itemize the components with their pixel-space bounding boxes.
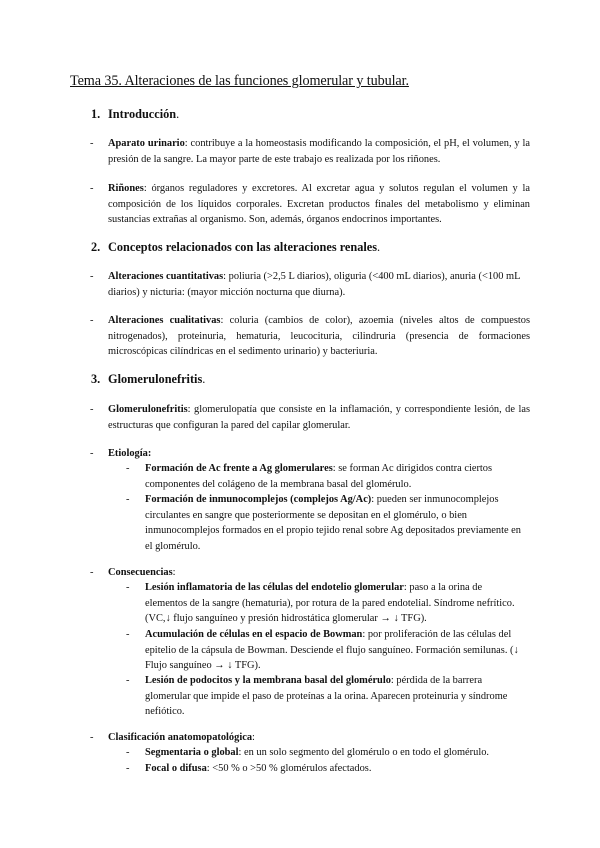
sub-item-lesion-podocitos: [126, 673, 526, 720]
term-label: Etiología:: [108, 448, 152, 459]
term-definition: :: [172, 567, 176, 578]
term-label: Glomerulonefritis: [108, 404, 188, 415]
bullet-dash: -: [126, 747, 130, 758]
bullet-dash: -: [90, 138, 94, 149]
term-definition: : <50 % o >50 % glomérulos afectados.: [206, 763, 372, 774]
bullet-dash: -: [126, 463, 130, 474]
term-definition: : pueden ser inmunocomplejos circulantes en sangre que posteriormente se depositan en el glomérulo, o bien inmunocomplejos formados en el propio tejido renal sobre Ag depositados previamente en el glomérulo.: [145, 494, 521, 552]
bullet-dash: -: [90, 567, 94, 578]
list-item-clasificacion: [90, 730, 530, 746]
term-label: Formación de inmunocomplejos (complejos Ag/Ac): [145, 494, 372, 505]
term-definition: :: [252, 732, 255, 743]
bullet-dash: -: [90, 732, 94, 743]
bullet-dash: -: [126, 494, 130, 505]
bullet-dash: -: [126, 675, 130, 686]
sub-item-acumulacion-bowman: [126, 627, 526, 674]
term-definition: : glomerulopatía que consiste en la inflamación, y correspondiente lesión, de las estructuras que configuran la pared del capilar glomerular.: [108, 404, 530, 431]
term-label: Formación de Ac frente a Ag glomerulares: [145, 463, 333, 474]
term-definition: : órganos reguladores y excretores. Al excretar agua y solutos regulan el volumen y la composición de los líquidos corporales. Excretan productos finales del metabolismo y eliminan sustancias extrañas al organismo. Son, además, órganos endocrinos importantes.: [108, 183, 530, 225]
bullet-dash: -: [126, 629, 130, 640]
bullet-dash: -: [90, 315, 94, 326]
bullet-dash: -: [90, 183, 94, 194]
section-number: 1.: [91, 107, 101, 121]
page-title: Tema 35. Alteraciones de las funciones glomerular y tubular.: [70, 73, 409, 89]
section-heading-glomerulonefritis: [91, 372, 205, 387]
section-heading-introduccion: [91, 107, 179, 122]
term-label: Alteraciones cualitativas: [108, 315, 221, 326]
term-definition: : coluria (cambios de color), azoemia (niveles altos de compuestos nitrogenados), proteinuria, hematuria, leucocituria, cilindruria (presencia de formaciones microscópicas cilíndricas en el sedimento urinario) y bacteriuria.: [108, 315, 530, 357]
list-item-alteraciones-cuantitativas: [90, 269, 530, 300]
section-number: 2.: [91, 240, 101, 254]
term-label: Consecuencias: [108, 567, 173, 578]
list-item-etiologia: [90, 446, 530, 462]
list-item-glomerulonefritis: [90, 402, 530, 433]
term-label: Acumulación de células en el espacio de Bowman: [145, 629, 363, 640]
term-label: Riñones: [108, 183, 144, 194]
sub-item-focal-difusa: [126, 761, 526, 777]
bullet-dash: -: [90, 271, 94, 282]
section-title: Introducción: [108, 107, 177, 121]
section-trailing-dot: .: [202, 372, 206, 386]
term-definition: : contribuye a la homeostasis modificando la composición, el pH, el volumen, y la presión de la sangre. La mayor parte de este trabajo es realizada por los riñones.: [108, 138, 530, 165]
term-label: Focal o difusa: [145, 763, 207, 774]
section-title: Glomerulonefritis: [108, 372, 203, 386]
term-definition: : paso a la orina de elementos de la sangre (hematuria), por rotura de la pared endotelial. Síndrome nefrítico. (VC,↓ flujo sanguíneo y presión hidrostática glomerular → ↓ TFG).: [145, 582, 515, 624]
bullet-dash: -: [90, 404, 94, 415]
term-label: Lesión de podocitos y la membrana basal del glomérulo: [145, 675, 391, 686]
list-item-alteraciones-cualitativas: [90, 313, 530, 360]
term-label: Segmentaria o global: [145, 747, 239, 758]
term-label: Alteraciones cuantitativas: [108, 271, 224, 282]
sub-item-lesion-endotelio: [126, 580, 526, 627]
list-item-rinones: [90, 181, 530, 228]
section-heading-conceptos: [91, 240, 380, 255]
term-definition: : poliuria (>2,5 L diarios), oliguria (<400 mL diarios), anuria (<100 mL diarios) y nicturia: (mayor micción nocturna que diurna).: [108, 271, 521, 298]
term-label: Aparato urinario: [108, 138, 185, 149]
list-item-consecuencias: [90, 565, 530, 581]
bullet-dash: -: [126, 582, 130, 593]
term-definition: : en un solo segmento del glomérulo o en todo el glomérulo.: [238, 747, 490, 758]
section-trailing-dot: .: [176, 107, 180, 121]
sub-item-inmunocomplejos: [126, 492, 526, 554]
bullet-dash: -: [126, 763, 130, 774]
section-trailing-dot: .: [377, 240, 381, 254]
term-definition: : se forman Ac dirigidos contra ciertos componentes del colágeno de la membrana basal del glomérulo.: [145, 463, 493, 490]
section-title: Conceptos relacionados con las alteraciones renales: [108, 240, 378, 254]
list-item-aparato-urinario: [90, 136, 530, 167]
term-definition: : pérdida de la barrera glomerular que impide el paso de proteínas a la orina. Aparecen proteinuria y síndrome nefiótico.: [145, 675, 508, 717]
term-definition: : por proliferación de las células del epitelio de la cápsula de Bowman. Desciende el flujo sanguíneo. Formación semilunas. (↓ Flujo sanguíneo → ↓ TFG).: [145, 629, 519, 671]
term-label: Clasificación anatomopatológica: [108, 732, 253, 743]
sub-item-formacion-ac: [126, 461, 526, 492]
sub-item-segmentaria-global: [126, 745, 526, 761]
term-label: Lesión inflamatoria de las células del endotelio glomerular: [145, 582, 404, 593]
bullet-dash: -: [90, 448, 94, 459]
section-number: 3.: [91, 372, 101, 386]
